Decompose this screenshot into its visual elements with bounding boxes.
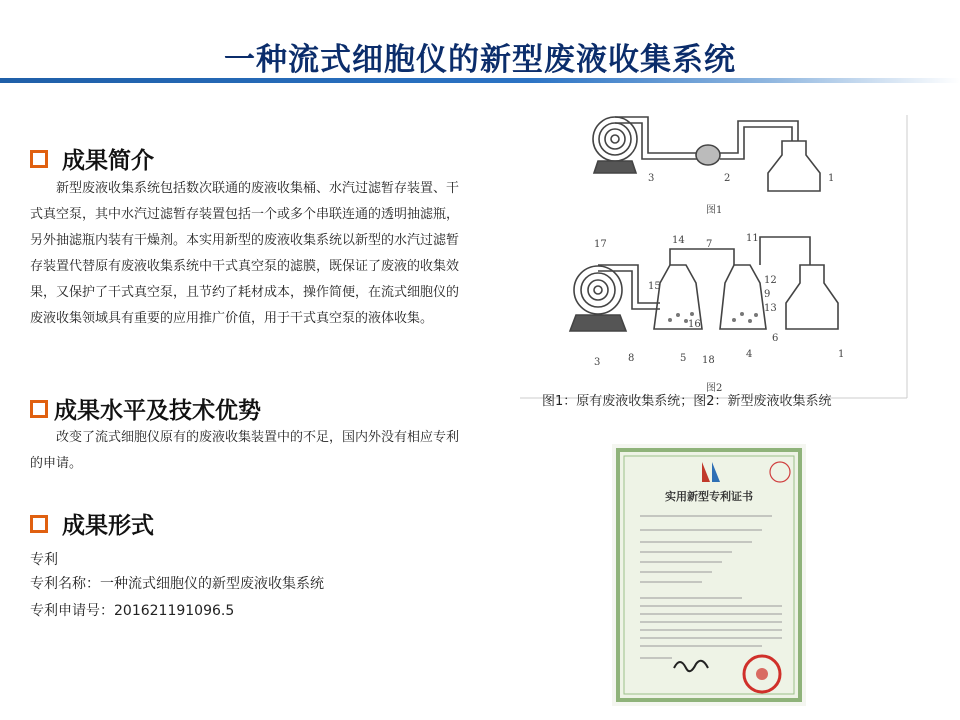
intro-heading-text: 成果简介 <box>62 148 154 174</box>
square-bullet-icon <box>30 150 48 168</box>
fig2-number: 14 <box>672 235 685 246</box>
advantage-heading-text: 成果水平及技术优势 <box>54 398 261 424</box>
fig1-label: 图1 <box>706 205 723 216</box>
figure2-apparatus <box>570 237 838 331</box>
page-title: 一种流式细胞仪的新型废液收集系统 <box>224 42 736 78</box>
form-patent-number: 专利申请号：201621191096.5 <box>30 603 235 619</box>
patent-certificate-image <box>612 444 806 706</box>
fig1-number: 2 <box>724 173 731 184</box>
fig2-number: 9 <box>764 289 771 300</box>
form-type: 专利 <box>30 552 58 568</box>
square-bullet-icon <box>30 400 48 418</box>
fig2-number: 1 <box>838 349 845 360</box>
fig2-label: 图2 <box>706 383 723 394</box>
form-heading-text: 成果形式 <box>62 513 154 539</box>
intro-body: 新型废液收集系统包括数次联通的废液收集桶、水汽过滤暂存装置、干式真空泵，其中水汽过滤暂存装置包括一个或多个串联连通的透明抽滤瓶，另外抽滤瓶内装有干燥剂。本实用新型的废液收集系统以新型的水汽过滤暂存装置代替原有废液收集系统中干式真空泵的滤膜，既保证了废液的收集效果，又保护了干式真空泵，且节约了耗材成本，操作简便，在流式细胞仪的废液收集领域具有重要的应用推广价值，用于干式真空泵的液体收集。 <box>30 181 460 326</box>
figure-caption: 图1：原有废液收集系统；图2：新型废液收集系统 <box>542 394 832 409</box>
fig2-number: 15 <box>648 281 661 292</box>
fig2-number: 5 <box>680 353 687 364</box>
fig2-number: 17 <box>594 239 607 250</box>
fig1-number: 1 <box>828 173 835 184</box>
fig2-number: 8 <box>628 353 635 364</box>
title-underline <box>0 78 960 83</box>
fig2-number: 6 <box>772 333 779 344</box>
desiccant-particles <box>668 312 758 323</box>
system-diagram <box>520 115 908 400</box>
fig2-number: 11 <box>746 233 759 244</box>
advantage-heading <box>30 392 261 425</box>
square-bullet-icon <box>30 515 48 533</box>
fig2-number: 7 <box>706 239 713 250</box>
fig2-number: 16 <box>688 319 701 330</box>
fig2-number: 3 <box>594 357 601 368</box>
intro-heading <box>30 142 154 175</box>
fig2-number: 18 <box>702 355 715 366</box>
form-heading <box>30 507 154 540</box>
advantage-body: 改变了流式细胞仪原有的废液收集装置中的不足，国内外没有相应专利的申请。 <box>30 430 460 471</box>
fig1-number: 3 <box>648 173 655 184</box>
figure1-apparatus <box>593 117 820 191</box>
fig2-number: 13 <box>764 303 777 314</box>
form-patent-name: 专利名称：一种流式细胞仪的新型废液收集系统 <box>30 576 324 592</box>
fig2-number: 12 <box>764 275 777 286</box>
certificate-header: 实用新型专利证书 <box>665 490 753 503</box>
fig2-number: 4 <box>746 349 753 360</box>
